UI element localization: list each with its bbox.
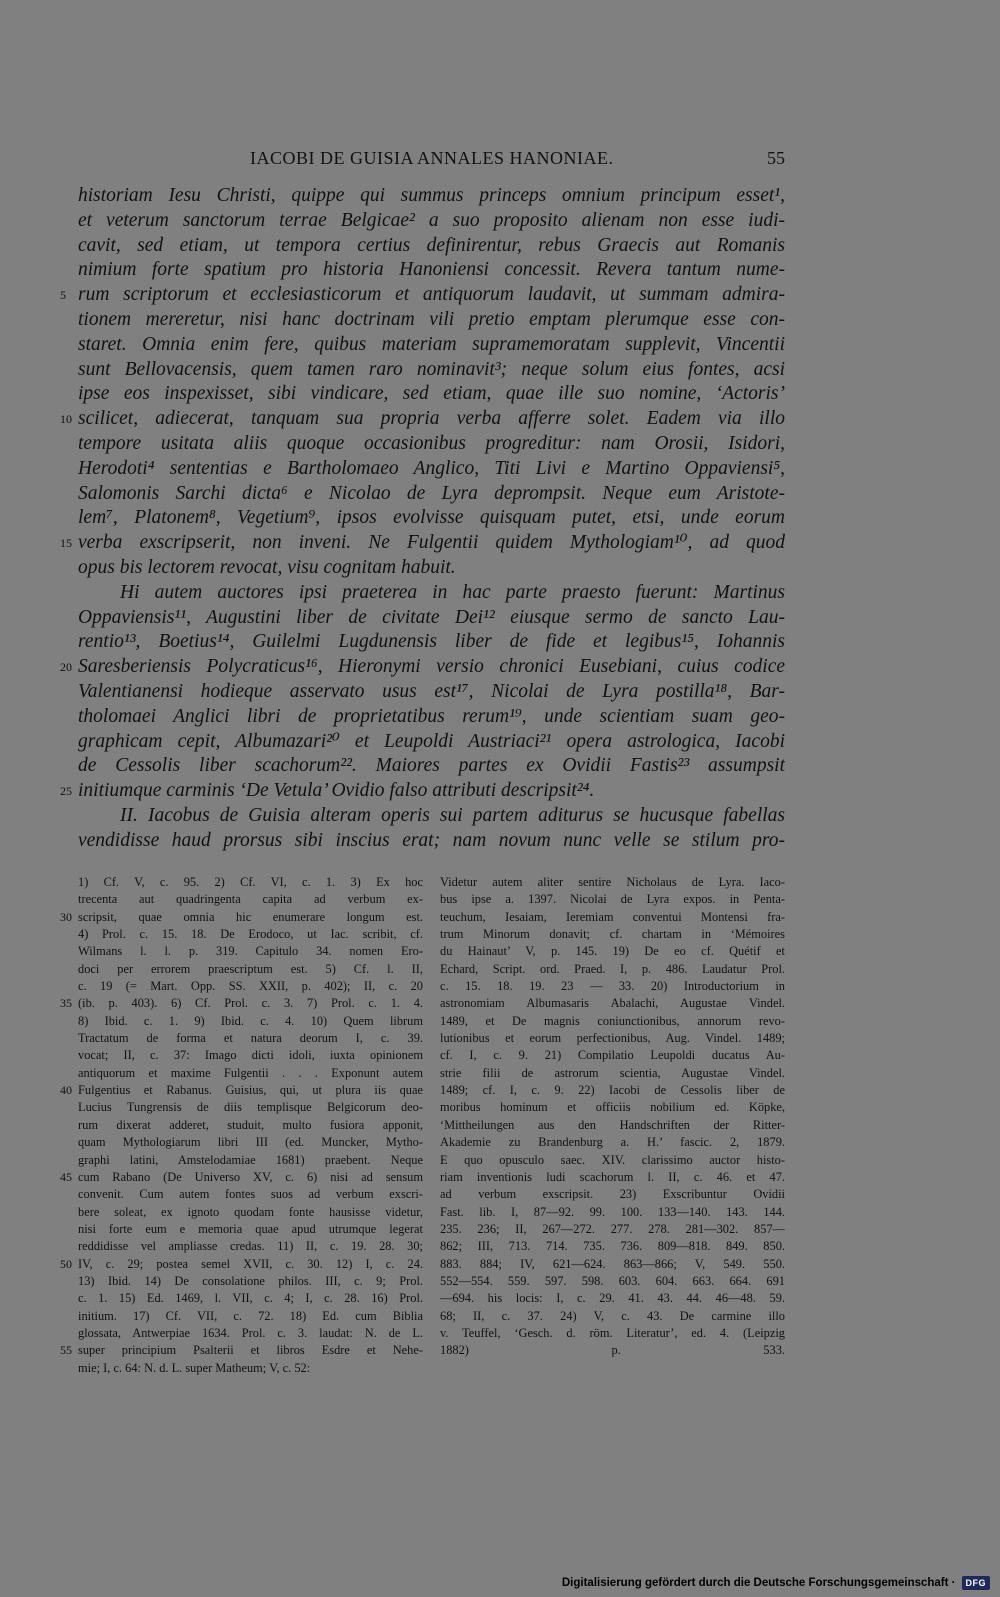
- text-line: [60, 482, 785, 507]
- line-number: 45: [60, 1169, 72, 1184]
- footnote-right: 1489; cf. I, c. 9. 22) Iacobi de Cessolis liber de: [440, 1083, 785, 1098]
- footnote-row: [60, 1360, 785, 1377]
- footnote-row: [60, 943, 785, 960]
- line-text: Salomonis Sarchi dicta⁶ e Nicolao de Lyra deprompsit. Neque eum Aristote-: [78, 482, 785, 504]
- text-line: [60, 556, 785, 581]
- footnote-left: antiquorum et maxime Fulgentii . . . Exponunt autem: [78, 1065, 423, 1080]
- line-text: Hi autem auctores ipsi praeterea in hac parte praesto fuerunt: Martinus: [120, 581, 785, 603]
- footnote-left: doci per errorem praescriptum est. 5) Cf. l. II,: [78, 961, 423, 976]
- footnote-row: [60, 909, 785, 926]
- footnote-row: [60, 1204, 785, 1221]
- line-number: 5: [60, 288, 66, 303]
- running-head: [60, 148, 785, 174]
- line-text: Herodoti⁴ sententias e Bartholomaeo Anglico, Titi Livi e Martino Oppaviensi⁵,: [78, 457, 785, 479]
- footnotes: [60, 874, 785, 1377]
- footnote-right: bus ipse a. 1397. Nicolai de Lyra expos. in Penta-: [440, 892, 785, 907]
- footnote-row: [60, 1273, 785, 1290]
- footnote-right: 235. 236; II, 267—272. 277. 278. 281—302. 857—: [440, 1221, 785, 1236]
- text-line: [60, 680, 785, 705]
- line-text: Saresberiensis Polycraticus¹⁶, Hieronymi versio chronici Eusebiani, cuius codice: [78, 656, 785, 678]
- footnote-row: [60, 961, 785, 978]
- line-text: vendidisse haud prorsus sibi inscius erat; nam novum nunc velle se stilum pro-: [78, 829, 785, 851]
- footnote-left: Fulgentius et Rabanus. Guisius, qui, ut plura iis quae: [78, 1083, 423, 1098]
- footnote-row: [60, 1117, 785, 1134]
- footnote-row: [60, 1134, 785, 1151]
- footnote-row: [60, 1169, 785, 1186]
- footnote-row: [60, 1290, 785, 1307]
- line-number: 40: [60, 1083, 72, 1098]
- footnote-right: c. 15. 18. 19. 23 — 33. 20) Introductorium in: [440, 979, 785, 994]
- footnote-row: [60, 1256, 785, 1273]
- footnote-right: E quo opusculo saec. XIV. clarissimo auctor histo-: [440, 1152, 785, 1167]
- footnote-right: Akademie zu Brandenburg a. H.’ fascic. 2, 1879.: [440, 1135, 785, 1150]
- line-text: ipse eos inspexisset, sibi vindicare, sed etiam, quae ille suo nomine, ‘Actoris’: [78, 383, 785, 405]
- footnote-row: [60, 1099, 785, 1116]
- line-number: 25: [60, 784, 72, 799]
- text-line: [60, 358, 785, 383]
- footnote-left: nisi forte eum e memoria quae apud utrumque legerat: [78, 1221, 423, 1236]
- text-line: [60, 779, 785, 804]
- text-line: [60, 705, 785, 730]
- footnote-row: [60, 1030, 785, 1047]
- footnote-left: 8) Ibid. c. 1. 9) Ibid. c. 4. 10) Quem librum: [78, 1013, 423, 1028]
- text-line: [60, 382, 785, 407]
- text-line: [60, 506, 785, 531]
- footnote-row: [60, 1342, 785, 1359]
- text-line: [60, 333, 785, 358]
- line-text: opus bis lectorem revocat, visu cognitam habuit.: [78, 556, 456, 578]
- footnote-row: [60, 1186, 785, 1203]
- footnote-row: [60, 1238, 785, 1255]
- text-line: [60, 432, 785, 457]
- text-line: [60, 407, 785, 432]
- text-line: [60, 283, 785, 308]
- line-number: 10: [60, 412, 72, 427]
- line-text: tempore usitata aliis quoque occasionibus progreditur: nam Orosii, Isidori,: [78, 432, 785, 454]
- line-text: tholomaei Anglici libri de proprietatibus rerum¹⁹, unde scientiam suam geo-: [78, 705, 785, 727]
- footnote-row: [60, 874, 785, 891]
- footnote-left: rum dixerat adderet, studuit, multo fusiora apponit,: [78, 1117, 423, 1132]
- footnote-left: initium. 17) Cf. VII, c. 72. 18) Ed. cum Biblia: [78, 1308, 423, 1323]
- footnote-right: cf. I, c. 9. 21) Compilatio Leupoldi ducatus Au-: [440, 1048, 785, 1063]
- line-text: scilicet, adiecerat, tanquam sua propria verba afferre solet. Eadem via illo: [78, 408, 785, 430]
- footnote-left: scripsit, quae omnia hic enumerare longum est.: [78, 909, 423, 924]
- footnote-right: 552—554. 559. 597. 598. 603. 604. 663. 664. 691: [440, 1273, 785, 1288]
- line-text: historiam Iesu Christi, quippe qui summus princeps omnium principum esset¹,: [78, 185, 785, 206]
- footnote-row: [60, 1082, 785, 1099]
- footnote-left: 1) Cf. V, c. 95. 2) Cf. VI, c. 1. 3) Ex hoc: [78, 875, 423, 889]
- text-line: [60, 184, 785, 209]
- line-text: lem⁷, Platonem⁸, Vegetium⁹, ipsos evolvisse quisquam putet, etsi, unde eorum: [78, 507, 785, 529]
- text-line: [60, 531, 785, 556]
- footnote-left: 4) Prol. c. 15. 18. De Erodoco, ut Iac. scribit, cf.: [78, 927, 423, 942]
- line-text: nimium forte spatium pro historia Hanoniensi concessit. Revera tantum nume-: [78, 259, 785, 281]
- text-line: [60, 258, 785, 283]
- line-text: sunt Bellovacensis, quem tamen raro nominavit³; neque solum eius fontes, acsi: [78, 358, 785, 380]
- running-title: IACOBI DE GUISIA ANNALES HANONIAE.: [250, 148, 614, 168]
- footnote-right: moribus hominum et officiis nobilium ed. Köpke,: [440, 1100, 785, 1115]
- footnote-left: convenit. Cum autem fontes suos ad verbum exscri-: [78, 1187, 423, 1202]
- footnote-right: 1489, et De magnis coniunctionibus, annorum revo-: [440, 1013, 785, 1028]
- text-line: [60, 754, 785, 779]
- text-line: [60, 730, 785, 755]
- line-number: 55: [60, 1343, 72, 1358]
- footnote-left: trecenta aut quadringenta capita ad verbum ex-: [78, 892, 423, 907]
- footnote-left: Lucius Tungrensis de diis templisque Belgicorum deo-: [78, 1100, 423, 1115]
- text-line: [60, 209, 785, 234]
- footnote-row: [60, 891, 785, 908]
- line-number: 50: [60, 1256, 72, 1271]
- footnote-right: 862; III, 713. 714. 735. 736. 809—818. 849. 850.: [440, 1239, 785, 1254]
- footnote-right: ad verbum exscripsit. 23) Exscribuntur Ovidii: [440, 1187, 785, 1202]
- main-text: [60, 184, 785, 854]
- footnote-row: [60, 995, 785, 1012]
- footnote-right: astronomiam Albumasaris Abalachi, Augustae Vindel.: [440, 996, 785, 1011]
- text-line: [60, 804, 785, 829]
- text-line: [60, 581, 785, 606]
- text-line: [60, 655, 785, 680]
- text-line: [60, 606, 785, 631]
- line-text: staret. Omnia enim fere, quibus materiam supramemoratam supplevit, Vincentii: [78, 333, 785, 355]
- page-number: 55: [767, 148, 785, 168]
- footnote-left: bere soleat, ex ignoto quodam fonte hausisse videtur,: [78, 1204, 423, 1219]
- footnote-row: [60, 1308, 785, 1325]
- footnote-right: du Hainaut’ V, p. 145. 19) De eo cf. Quétif et: [440, 944, 785, 959]
- footnote-right: lutionibus et eorum perfectionibus, Aug. Vindel. 1489;: [440, 1031, 785, 1046]
- footnote-right: ‘Mittheilungen aus den Handschriften der Ritter-: [440, 1117, 785, 1132]
- line-text: Valentianensi hodieque asservato usus est¹⁷, Nicolai de Lyra postilla¹⁸, Bar-: [78, 680, 785, 702]
- footnote-row: [60, 1013, 785, 1030]
- footnote-right: Echard, Script. ord. Praed. I, p. 486. Laudatur Prol.: [440, 961, 785, 976]
- footnote-row: [60, 1065, 785, 1082]
- line-text: de Cessolis liber scachorum²². Maiores partes ex Ovidii Fastis²³ assumpsit: [78, 755, 785, 777]
- footnote-left: super principium Psalterii et libros Esdre et Nehe-: [78, 1343, 423, 1358]
- footnote-left: graphi latini, Amstelodamiae 1681) praebent. Neque: [78, 1152, 423, 1167]
- dfg-footer: [562, 1573, 990, 1593]
- dfg-logo-icon: DFG: [962, 1576, 991, 1590]
- footnote-left: Wilmans l. l. p. 319. Capitulo 34. nomen Ero-: [78, 944, 423, 959]
- footnote-left: IV, c. 29; postea semel XVII, c. 30. 12) I, c. 24.: [78, 1256, 423, 1271]
- footnote-left: vocat; II, c. 37: Imago dicti idoli, iuxta opinionem: [78, 1048, 423, 1063]
- footnote-right: strie filii de astrorum scientia, Augustae Vindel.: [440, 1065, 785, 1080]
- footnote-left: 13) Ibid. 14) De consolatione philos. III, c. 9; Prol.: [78, 1273, 423, 1288]
- line-text: verba exscripserit, non inveni. Ne Fulgentii quidem Mythologiam¹⁰, ad quod: [78, 532, 785, 554]
- footnote-left: reddidisse vel ampliasse credas. 11) II, c. 19. 28. 30;: [78, 1239, 423, 1254]
- line-number: 35: [60, 996, 72, 1011]
- footnote-row: [60, 978, 785, 995]
- footnote-right: 1882) p. 533.: [440, 1343, 785, 1358]
- text-line: [60, 630, 785, 655]
- footnote-row: [60, 1152, 785, 1169]
- line-text: et veterum sanctorum terrae Belgicae² a suo proposito alienam non esse iudi-: [78, 209, 785, 231]
- footnote-left: c. 1. 15) Ed. 1469, l. VII, c. 4; I, c. 28. 16) Prol.: [78, 1291, 423, 1306]
- footnote-row: [60, 1047, 785, 1064]
- text-line: [60, 234, 785, 259]
- line-text: rum scriptorum et ecclesiasticorum et antiquorum laudavit, ut summam admira-: [78, 284, 785, 306]
- line-text: II. Iacobus de Guisia alteram operis sui partem aditurus se hucusque fabellas: [120, 804, 785, 826]
- footnote-left: c. 19 (= Mart. Opp. SS. XXII, p. 402); II, c. 20: [78, 979, 423, 994]
- line-text: Oppaviensis¹¹, Augustini liber de civitate Dei¹² eiusque sermo de sancto Lau-: [78, 606, 785, 628]
- footnote-left: (ib. p. 403). 6) Cf. Prol. c. 3. 7) Prol. c. 1. 4.: [78, 996, 423, 1011]
- dfg-credit-text: Digitalisierung gefördert durch die Deutsche Forschungsgemeinschaft ·: [561, 1577, 956, 1589]
- line-text: tionem mereretur, nisi hanc doctrinam vili pretio emptam plerumque esse con-: [78, 308, 785, 330]
- footnote-right: 883. 884; IV, 621—624. 863—866; V, 549. 550.: [440, 1256, 785, 1271]
- footnote-right: teuchum, Iesaiam, Ieremiam conventui Montensi fra-: [440, 909, 785, 924]
- line-text: cavit, sed etiam, ut tempora certius definirentur, rebus Graecis aut Romanis: [78, 234, 785, 256]
- line-text: rentio¹³, Boetius¹⁴, Guilelmi Lugdunensis liber de fide et legibus¹⁵, Iohannis: [78, 631, 785, 653]
- line-text: graphicam cepit, Albumazari²⁰ et Leupoldi Austriaci²¹ opera astrologica, Iacobi: [78, 730, 785, 752]
- footnote-left: quam Mythologiarum libri III (ed. Muncker, Mytho-: [78, 1135, 423, 1150]
- text-line: [60, 457, 785, 482]
- footnote-left: Tractatum de forma et natura deorum I, c. 39.: [78, 1031, 423, 1046]
- text-line: [60, 308, 785, 333]
- footnote-right: Fast. lib. I, 87—92. 99. 100. 133—140. 143. 144.: [440, 1204, 785, 1219]
- footnote-right: —694. his locis: I, c. 29. 41. 43. 44. 46—48. 59.: [440, 1291, 785, 1306]
- line-text: initiumque carminis ‘De Vetula’ Ovidio falso attributi descripsit²⁴.: [78, 780, 595, 802]
- footnote-right: 68; II, c. 37. 24) V, c. 43. De carmine illo: [440, 1308, 785, 1323]
- footnote-left: cum Rabano (De Universo XV, c. 6) nisi ad sensum: [78, 1169, 423, 1184]
- footnote-right: v. Teuffel, ‘Gesch. d. röm. Literatur’, ed. 4. (Leipzig: [440, 1325, 785, 1340]
- text-line: [60, 829, 785, 854]
- footnote-row: [60, 926, 785, 943]
- footnote-right: Videtur autem aliter sentire Nicholaus de Lyra. Iaco-: [440, 875, 785, 889]
- line-number: 20: [60, 660, 72, 675]
- footnote-right: trum Minorum donavit; cf. chartam in ‘Mémoires: [440, 927, 785, 942]
- footnote-left: glossata, Antwerpiae 1634. Prol. c. 3. laudat: N. de L.: [78, 1325, 423, 1340]
- line-number: 15: [60, 536, 72, 551]
- footnote-right: riam inventionis ludi scachorum l. II, c. 46. et 47.: [440, 1169, 785, 1184]
- footnote-row: [60, 1221, 785, 1238]
- footnote-row: [60, 1325, 785, 1342]
- footnote-left: mie; I, c. 64: N. d. L. super Matheum; V, c. 52:: [78, 1360, 311, 1375]
- line-number: 30: [60, 909, 72, 924]
